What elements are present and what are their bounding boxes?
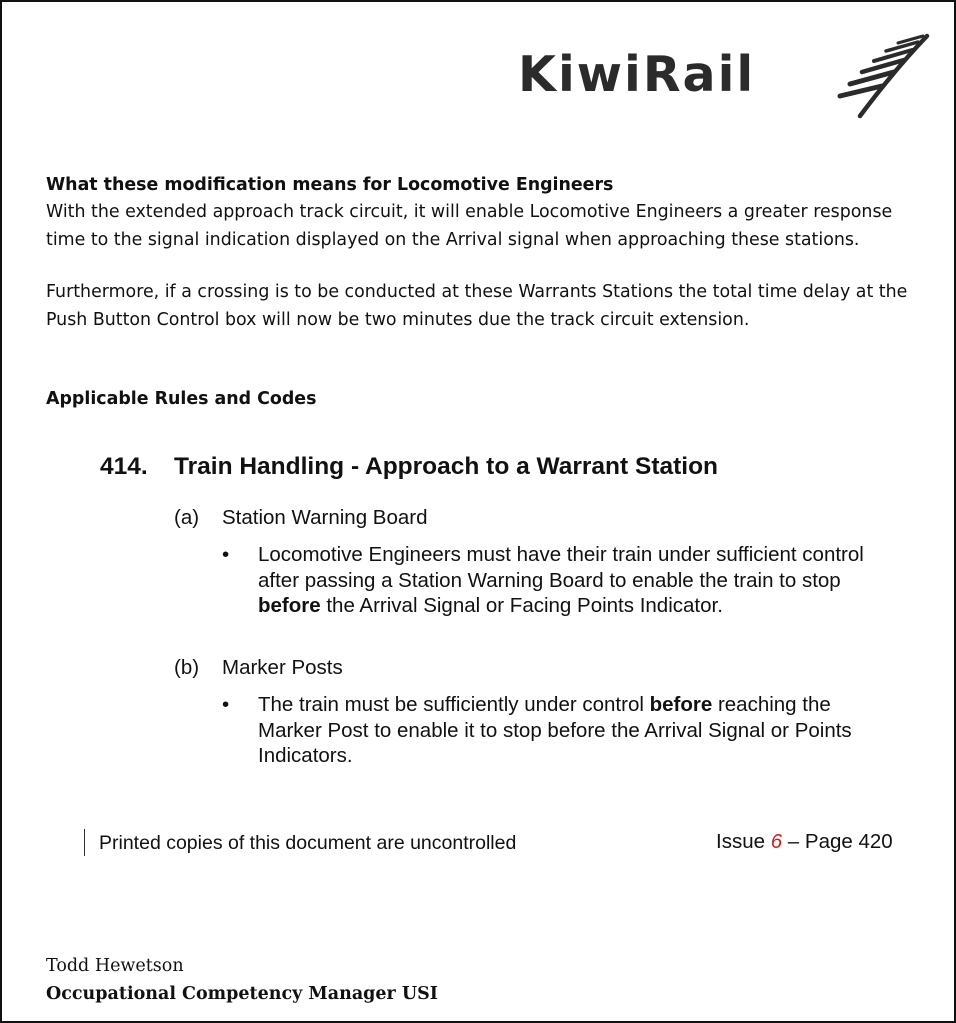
text-line: Indicators. — [258, 744, 353, 767]
rule-item-a-text — [258, 542, 938, 619]
rule-item-b-text — [258, 692, 938, 769]
text-line: Marker Post to enable it to stop before the Arrival Signal or Points — [258, 718, 852, 742]
bullet-icon: • — [222, 543, 230, 566]
paragraph-1-line-2: time to the signal indication displayed on the Arrival signal when approaching these stations. — [46, 230, 860, 250]
page-number: – Page 420 — [782, 830, 893, 853]
signatory-title: Occupational Competency Manager USI — [46, 984, 438, 1004]
paragraph-1-line-1: With the extended approach track circuit, it will enable Locomotive Engineers a greater response — [46, 202, 893, 222]
rule-heading — [100, 452, 718, 482]
emphasis-before: before — [649, 693, 713, 716]
text-segment: the Arrival Signal or Facing Points Indicator. — [320, 594, 723, 617]
rule-item-b-label: (b) — [174, 656, 200, 679]
footer-change-bar — [84, 829, 85, 856]
rule-item-a-heading — [174, 505, 428, 531]
text-line — [258, 593, 938, 619]
paragraph-2-line-2: Push Button Control box will now be two minutes due the track circuit extension. — [46, 310, 750, 330]
rule-item-a-title: Station Warning Board — [222, 506, 428, 529]
logo-wordmark: KiwiRail — [518, 46, 756, 103]
text-segment: The train must be sufficiently under control — [258, 693, 650, 716]
rule-title: Train Handling - Approach to a Warrant Station — [174, 453, 719, 480]
modification-heading: What these modification means for Locomotive Engineers — [46, 175, 614, 195]
text-line: after passing a Station Warning Board to enable the train to stop — [258, 568, 841, 592]
kiwirail-logo — [518, 32, 928, 122]
issue-label: Issue — [716, 830, 771, 853]
footer-issue-page — [716, 829, 893, 855]
text-line: Locomotive Engineers must have their train under sufficient control — [258, 543, 864, 566]
rule-item-b-title: Marker Posts — [222, 656, 343, 679]
applicable-rules-heading: Applicable Rules and Codes — [46, 389, 317, 409]
paragraph-2-line-1: Furthermore, if a crossing is to be conducted at these Warrants Stations the total time delay at the — [46, 282, 908, 302]
rule-item-b-heading — [174, 655, 343, 681]
signatory-name: Todd Hewetson — [46, 956, 184, 976]
footer-uncontrolled-notice: Printed copies of this document are uncontrolled — [99, 832, 517, 854]
text-line — [258, 692, 938, 718]
fern-rail-tracks-icon — [830, 32, 930, 120]
emphasis-before: before — [258, 594, 321, 617]
text-segment: reaching the — [712, 693, 831, 716]
issue-number: 6 — [770, 830, 783, 853]
rule-number: 414. — [100, 453, 148, 480]
bullet-icon: • — [222, 693, 230, 716]
rule-item-a-label: (a) — [174, 506, 200, 529]
